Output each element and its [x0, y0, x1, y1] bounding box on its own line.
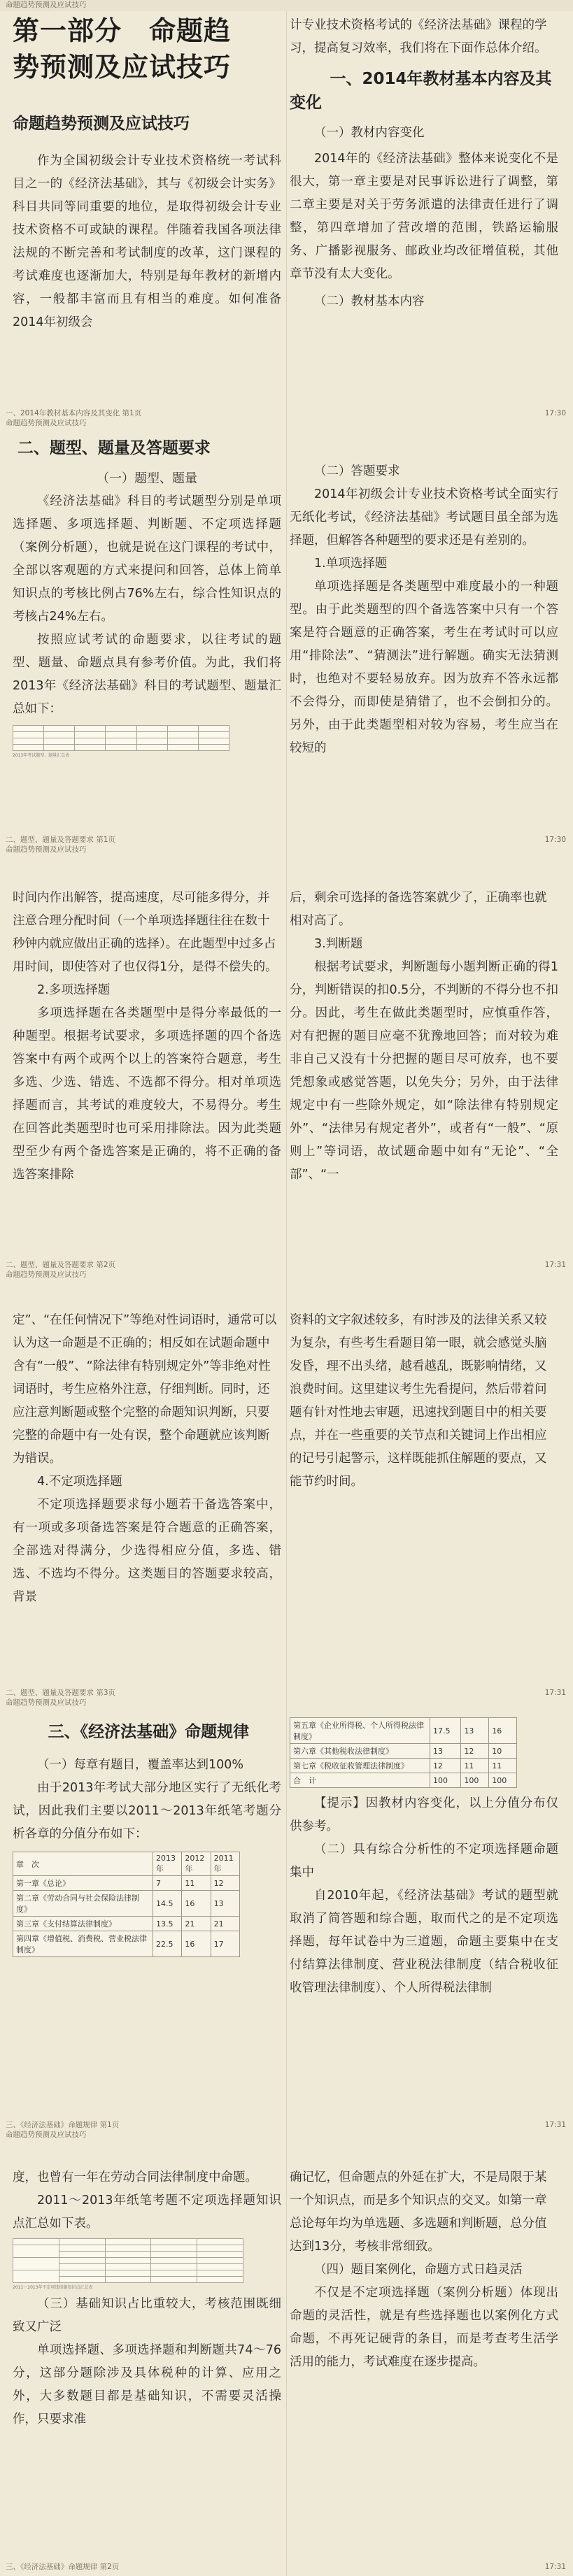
page-footer	[0, 2119, 573, 2139]
page-footer	[0, 1687, 573, 1707]
right-column	[290, 856, 558, 1187]
part-title-line1: 第一部分 命题趋	[13, 15, 232, 46]
table-cell: 11	[182, 1876, 211, 1891]
table-cell: 11	[489, 1759, 517, 1773]
page-footer	[0, 1259, 573, 1279]
page-4	[0, 1281, 573, 1709]
table-header-row	[13, 1852, 240, 1876]
paragraph: 按照应试考试的命题要求，以往考试的题型、题量、命题点具有参考价值。为此，我们将2013年《经济法基础》科目的考试题型、题量汇总如下：	[13, 633, 281, 716]
right-column	[290, 1281, 558, 1494]
subheading: （二）教材基本内容	[314, 294, 425, 308]
table-header: 2011年	[211, 1852, 239, 1876]
table-cell: 12	[211, 1876, 239, 1891]
table-cell: 16	[182, 1891, 211, 1917]
subheading: （四）题目案例化，命题方式日趋灵活	[314, 2263, 523, 2277]
left-column	[13, 1709, 281, 1957]
paragraph: 度，也曾有一年在劳动合同法律制度中命题。	[13, 2170, 257, 2184]
footer-label: 三、《经济法基础》命题规律 第2页	[6, 2563, 120, 2571]
table-cell: 13.5	[153, 1917, 182, 1931]
right-column	[290, 428, 558, 760]
paragraph: 定”、“在任何情况下”等绝对性词语时，通常可以认为这一命题是不正确的；相反如在试题命题中含有“一般”、“除法律有特别规定外”等非绝对性词语时，考生应格外注意，仔细判断。同时，还应注意判断题或整个完整的命题知识判断，只要完整的命题中有一处有误，整个命题就应该判断为错误。	[13, 1313, 277, 1466]
table-cell: 12	[430, 1759, 461, 1773]
table-header: 2012年	[182, 1852, 211, 1876]
footer-time: 17:31	[544, 2563, 566, 2571]
table-cell: 13	[430, 1744, 461, 1759]
paragraph: 后，剩余可选择的备选答案就少了，正确率也就相对高了。	[290, 891, 547, 928]
right-column	[290, 1709, 558, 2000]
table-row	[13, 1891, 240, 1917]
column-divider	[286, 856, 287, 1281]
paragraph: 2011～2013年纸笔考题不定项选择题知识点汇总如下表。	[13, 2194, 281, 2231]
table-cell: 22.5	[153, 1931, 182, 1957]
table-cell: 第二章《劳动合同与社会保险法律制度》	[13, 1891, 153, 1917]
table-cell: 17.5	[430, 1718, 461, 1744]
score-distribution-table	[13, 1852, 240, 1957]
footer-time: 17:30	[544, 836, 566, 844]
point-heading: 4.不定项选择题	[37, 1475, 122, 1489]
paragraph: 单项选择题是各类题型中难度最小的一种题型。由于此类题型的四个备选答案中只有一个答案是符合题意的正确答案，考生在考试时可以应用“排除法”、“猜测法”进行解题。确实无法猜测时，也绝对不要轻易放弃。因为放弃不答永远都不会得分，而即使是猜错了，也不会倒扣分的。另外，由于此类题型相对较为容易，考生应当在较短的	[290, 580, 558, 755]
paragraph: 不定项选择题要求每小题若干备选答案中，有一项或多项备选答案是符合题意的正确答案，全部选对得满分，少选得相应分值，多选、错选、不选均不得分。这类题目的答题要求较高，背景	[13, 1498, 281, 1604]
paragraph: 《经济法基础》科目的考试题型分别是单项选择题、多项选择题、判断题、不定项选择题（案例分析题），也就是说在这门课程的考试中，全部以客观题的方式来提问和回答，总体上简单知识点的考核比例占76%左右，综合性知识点的考核占24%左右。	[13, 494, 281, 624]
subheading: （二）具有综合分析性的不定项选择题命题集中	[290, 1842, 558, 1880]
right-column	[290, 2141, 558, 2374]
table-cell: 21	[211, 1917, 239, 1931]
table-row	[13, 1876, 240, 1891]
table-cell: 第七章《税收征收管理法律制度》	[290, 1759, 430, 1773]
table-cell: 13	[461, 1718, 489, 1744]
paragraph: 2014年的《经济法基础》整体来说变化不是很大，第一章主要是对民事诉讼进行了调整，第二章主要是对关于劳务派遣的法律责任进行了调整，第四章增加了营改增的范围，铁路运输服务、广播影视服务、邮政业均改征增值税，其他章节没有太大变化。	[290, 152, 558, 281]
footer-time: 17:30	[544, 409, 566, 417]
table-header: 章 次	[13, 1852, 153, 1876]
footer-time: 17:31	[544, 2121, 566, 2129]
table-caption: 2011～2013年不定项选择题知识点汇总表	[13, 2285, 93, 2290]
subheading: （一）每章有题目，覆盖率达到100%	[37, 1758, 244, 1772]
page-3	[0, 856, 573, 1281]
subheading: （一）题型、题量	[97, 471, 197, 486]
table-cell: 12	[461, 1744, 489, 1759]
table-row	[13, 1931, 240, 1957]
table-cell: 第三章《支付结算法律制度》	[13, 1917, 153, 1931]
paragraph: 作为全国初级会计专业技术资格统一考试科目之一的《经济法基础》，其与《初级会计实务》科目共同等同重要的地位，是取得初级会计专业技术资格不可或缺的课程。伴随着我国各项法律法规的不断完善和考试制度的改革，这门课程的考试难度也逐渐加大，特别是每年教材的新增内容，一般都丰富而且有相当的难度。如何准备2014年初级会	[13, 154, 281, 329]
table-cell: 第六章《其他税收法律制度》	[290, 1744, 430, 1759]
column-divider	[286, 428, 287, 856]
paragraph: 时间内作出解答，提高速度，尽可能多得分，并注意合理分配时间（一个单项选择题往往在数十秒钟内就应做出正确的选择）。在此题型中过多占用时间，即使答对了也仅得1分，是得不偿失的。	[13, 891, 278, 974]
question-type-table-thumbnail	[13, 725, 229, 758]
left-column	[13, 2141, 281, 2431]
paragraph: 资料的文字叙述较多，有时涉及的法律关系又较为复杂，有些考生看题目第一眼，就会感觉头脑发昏，理不出头绪，越看越乱，既影响情绪，又浪费时间。这里建议考生先看提问，然后带着问题有针对性地去审题，迅速找到题目中的相关要点，并在一些重要的关节点和关键词上作出相应的记号引起警示，这样既能抓住解题的要点，又能节约时间。	[290, 1313, 547, 1489]
paragraph: 单项选择题、多项选择题和判断题共74～76分，这部分题除涉及具体税种的计算、应用之外，大多数题目都是基础知识，不需要灵活操作，只要求准	[13, 2343, 281, 2426]
knowledge-point-table-thumbnail	[13, 2238, 243, 2290]
section-heading: 三、《经济法基础》命题规律	[48, 1723, 250, 1741]
paragraph: 多项选择题在各类题型中是得分率最低的一种题型。根据考试要求，多项选择题的四个备选答案中有两个或两个以上的答案符合题意，考生多选、少选、错选、不选都不得分。相对单项选择题而言，其考试的难度较大，不易得分。考生在回答此类题型时也可采用排除法。因为此类题型至少有两个备选答案是正确的，将不正确的备选答案排除	[13, 1006, 281, 1182]
footer-label: 二、题型、题量及答题要求 第2页 命题趋势预测及应试技巧	[6, 1261, 116, 1279]
point-heading: 3.判断题	[314, 937, 363, 951]
paragraph: 2014年初级会计专业技术资格考试全面实行无纸化考试，《经济法基础》考试题目虽全部为选择题，但解答各种题型的要求还是有差别的。	[290, 487, 558, 548]
subheading: （三）基础知识占比重较大，考核范围既细致又广泛	[13, 2297, 281, 2334]
footer-label: 一、2014年教材基本内容及其变化 第1页 命题趋势预测及应试技巧	[6, 409, 142, 427]
page-footer	[0, 2561, 573, 2576]
table-row	[290, 1744, 517, 1759]
table-cell: 13	[211, 1891, 239, 1917]
table-cell: 16	[182, 1931, 211, 1957]
page-6	[0, 2141, 573, 2576]
footer-time: 17:31	[544, 1261, 566, 1269]
page-footer	[0, 407, 573, 427]
footer-label: 二、题型、题量及答题要求 第1页 命题趋势预测及应试技巧	[6, 836, 116, 854]
paragraph: 根据考试要求，判断题每小题判断正确的得1分，判断错误的扣0.5分，不判断的不得分也不扣分。因此，考生在做此类题型时，应慎重作答，对有把握的题目应毫不犹豫地回答；而对较为难非自己又没有十分把握的题目尽可放弃，也不要凭想象或感觉答题，以免失分；另外，由于法律规定中有一些除外规定，如“除法律有特别规定外”、“法律另有规定者外”，或者有“一般”、“原则上”等词语，故试题命题中如有“无论”、“全部”、“一	[290, 960, 558, 1182]
table-cell: 10	[489, 1744, 517, 1759]
page-2	[0, 428, 573, 856]
table-row	[13, 1917, 240, 1931]
column-divider	[286, 11, 287, 428]
heading-basic-content: 一、2014年教材基本内容及其变化	[290, 70, 552, 112]
table-cell: 11	[461, 1759, 489, 1773]
table-cell: 7	[153, 1876, 182, 1891]
footer-label: 二、题型、题量及答题要求 第3页 命题趋势预测及应试技巧	[6, 1689, 116, 1707]
point-heading: 1.单项选择题	[314, 557, 388, 571]
table-cell: 17	[211, 1931, 239, 1957]
right-column	[290, 11, 558, 313]
table-caption: 2013年考试题型、题量汇总表	[13, 753, 70, 758]
table-cell: 合 计	[290, 1773, 430, 1788]
table-row	[290, 1759, 517, 1773]
column-divider	[286, 1709, 287, 2141]
paragraph: 自2010年起，《经济法基础》考试的题型就取消了简答题和综合题，取而代之的是不定项选择题，每年试卷中为三道题，命题主要集中在支付结算法律制度、营业税法律制度（结合税收征收管理法律制度）、个人所得税法律制	[290, 1889, 558, 1995]
subheading: （二）答题要求	[314, 464, 400, 478]
column-divider	[286, 2141, 287, 2576]
table-row	[290, 1773, 517, 1788]
table-cell: 第五章《企业所得税、个人所得税法律制度》	[290, 1718, 430, 1744]
paragraph: 由于2013年考试大部分地区实行了无纸化考试，因此我们主要以2011～2013年纸笔考题分析各章的分值分布如下：	[13, 1781, 281, 1841]
left-column	[13, 1281, 281, 1609]
table-cell: 21	[182, 1917, 211, 1931]
footer-time: 17:31	[544, 1689, 566, 1697]
table-cell: 100	[430, 1773, 461, 1788]
footer-label: 三、《经济法基础》命题规律 第1页 命题趋势预测及应试技巧	[6, 2121, 120, 2139]
subheading: （一）教材内容变化	[314, 126, 425, 140]
table-row	[290, 1718, 517, 1744]
table-cell: 第四章《增值税、消费税、营业税法律制度》	[13, 1931, 153, 1957]
table-cell: 16	[489, 1718, 517, 1744]
paragraph: 不仅是不定项选择题（案例分析题）体现出命题的灵活性，就是有些选择题也以案例化方式命题，不再死记硬背的条目，而是考查考生活学活用的能力，考试难度在逐步提高。	[290, 2286, 558, 2369]
point-heading: 2.多项选择题	[37, 983, 111, 997]
score-distribution-table-continued	[290, 1717, 517, 1788]
paragraph: 计专业技术资格考试的《经济法基础》课程的学习，提高复习效率，我们将在下面作总体介绍。	[290, 18, 547, 55]
left-column	[13, 428, 281, 758]
table-cell: 100	[461, 1773, 489, 1788]
table-cell: 100	[489, 1773, 517, 1788]
paragraph: 确记忆，但命题点的外延在扩大，不是局限于某一个知识点，而是多个知识点的交叉。如第一章总论每年均为单选题、多选题和判断题，总分值达到13分，考核非常细致。	[290, 2170, 547, 2254]
left-column	[13, 856, 281, 1187]
table-cell: 第一章《总论》	[13, 1876, 153, 1891]
document-header: 命题趋势预测及应试技巧	[6, 1, 87, 9]
page-1	[0, 11, 573, 428]
part-title-line2: 势预测及应试技巧	[13, 51, 232, 83]
page-footer	[0, 833, 573, 854]
page-5	[0, 1709, 573, 2141]
section-title: 命题趋势预测及应试技巧	[13, 115, 190, 133]
table-header: 2013年	[153, 1852, 182, 1876]
left-column	[13, 11, 281, 334]
tip-note: 【提示】因教材内容变化，以上分值分布仅供参考。	[290, 1796, 558, 1833]
column-divider	[286, 1281, 287, 1709]
section-heading: 二、题型、题量及答题要求	[17, 439, 211, 457]
table-cell: 14.5	[153, 1891, 182, 1917]
